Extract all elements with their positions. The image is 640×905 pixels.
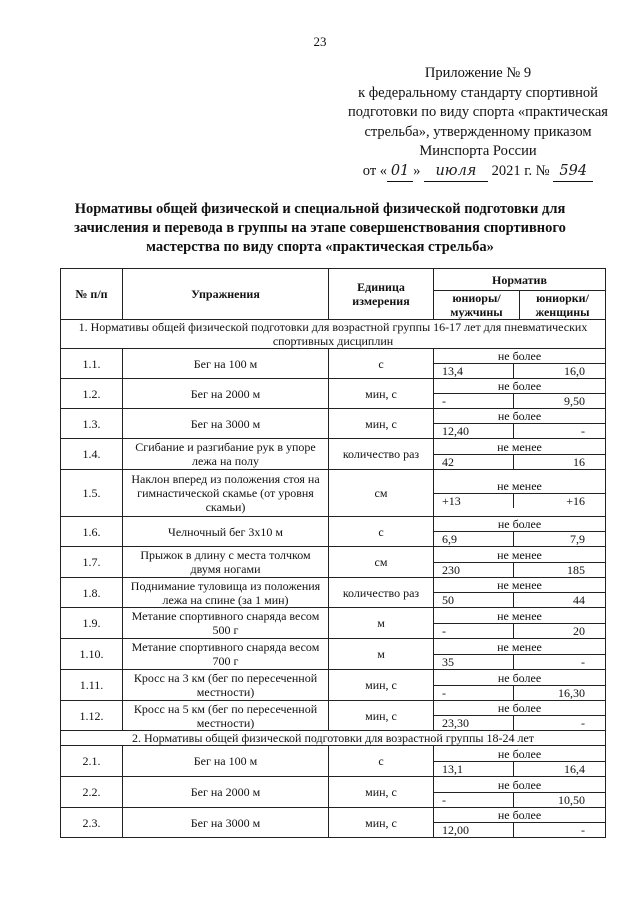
norm-values (434, 493, 605, 508)
female-value: 16 (573, 454, 585, 469)
male-value: - (434, 624, 514, 638)
norm-condition: не более (497, 746, 542, 761)
date-month-handwritten: июля (424, 162, 488, 183)
document-title: Нормативы общей физической и специальной физической подготовки для зачисления и перевода в группы на этапе совершенствования спортивного мастерства по виду спорта «практическая стрельба» (74, 201, 566, 255)
exercise-name: Бег на 3000 м (123, 409, 329, 439)
male-value: 13,4 (434, 364, 514, 378)
female-value: 16,4 (564, 761, 585, 776)
norm-values (434, 423, 605, 438)
date-year: 2021 г. № (491, 162, 550, 179)
norm-cell (434, 349, 606, 379)
male-value: 23,30 (434, 716, 514, 730)
norm-cell (434, 547, 606, 578)
row-number: 1.10. (61, 639, 123, 670)
female-value: 16,30 (558, 685, 585, 700)
exercise-name: Бег на 3000 м (123, 808, 329, 838)
order-date-line (318, 162, 638, 183)
exercise-name: Челночный бег 3х10 м (123, 517, 329, 547)
male-value: - (434, 793, 514, 807)
norm-values (434, 562, 605, 577)
section-row (61, 320, 606, 349)
exercise-name: Наклон вперед из положения стоя на гимнастической скамье (от уровня скамьи) (123, 470, 329, 517)
table-row (61, 746, 606, 777)
norm-cell (434, 808, 606, 838)
order-number-handwritten: 594 (553, 162, 593, 183)
table-row (61, 608, 606, 639)
date-mid: » (413, 162, 421, 179)
norm-cell (434, 777, 606, 808)
norm-values (434, 685, 605, 700)
norm-values (434, 822, 605, 837)
appendix-line: к федеральному стандарту спортивной (358, 84, 598, 101)
norm-cell (434, 379, 606, 409)
norm-cell (434, 439, 606, 470)
table-body (61, 320, 606, 838)
row-number: 1.7. (61, 547, 123, 578)
male-value: 35 (434, 655, 514, 669)
norm-cell (434, 409, 606, 439)
norm-cell (434, 670, 606, 701)
norm-cell (434, 517, 606, 547)
norm-cell (434, 639, 606, 670)
male-value: 13,1 (434, 762, 514, 776)
header-male: юниоры/ мужчины (434, 291, 520, 320)
male-value: 50 (434, 593, 514, 607)
norm-condition: не более (497, 409, 542, 423)
table-row (61, 578, 606, 608)
norm-condition: не менее (497, 478, 542, 493)
exercise-name: Метание спортивного снаряда весом 700 г (123, 639, 329, 670)
norm-condition: не более (497, 808, 542, 822)
date-prefix: от « (362, 162, 388, 179)
norm-condition: не менее (497, 547, 542, 562)
table-row (61, 379, 606, 409)
norm-condition: не более (497, 670, 542, 685)
row-number: 1.12. (61, 701, 123, 731)
row-number: 1.9. (61, 608, 123, 639)
table-row (61, 547, 606, 578)
female-value: - (581, 424, 585, 438)
male-value: 6,9 (434, 532, 514, 546)
unit-of-measure: с (329, 517, 434, 547)
unit-of-measure: с (329, 349, 434, 379)
row-number: 1.5. (61, 470, 123, 517)
norm-cell (434, 701, 606, 731)
norm-values (434, 363, 605, 378)
norms-table (60, 268, 606, 838)
norm-condition: не более (497, 349, 542, 363)
female-value: 10,50 (558, 792, 585, 807)
female-value: 9,50 (564, 394, 585, 408)
unit-of-measure: с (329, 746, 434, 777)
female-value: 7,9 (570, 532, 585, 546)
row-number: 1.2. (61, 379, 123, 409)
male-value: 12,00 (434, 823, 514, 837)
norm-condition: не более (497, 379, 542, 393)
exercise-name: Кросс на 3 км (бег по пересеченной местности) (123, 670, 329, 701)
female-value: - (581, 716, 585, 730)
appendix-block (318, 64, 638, 182)
norm-values (434, 592, 605, 607)
norm-values (434, 531, 605, 546)
norm-values (434, 454, 605, 469)
norm-condition: не более (497, 777, 542, 792)
row-number: 1.11. (61, 670, 123, 701)
norm-cell (434, 578, 606, 608)
norm-condition: не более (497, 517, 542, 531)
exercise-name: Метание спортивного снаряда весом 500 г (123, 608, 329, 639)
female-value: 16,0 (564, 364, 585, 378)
female-value: - (581, 654, 585, 669)
unit-of-measure: м (329, 608, 434, 639)
section-title: 2. Нормативы общей физической подготовки для возрастной группы 18-24 лет (61, 731, 606, 746)
male-value: 230 (434, 563, 514, 577)
table-row (61, 470, 606, 517)
unit-of-measure: м (329, 639, 434, 670)
row-number: 2.3. (61, 808, 123, 838)
male-value: - (434, 394, 514, 408)
norm-values (434, 715, 605, 730)
norm-condition: не менее (497, 639, 542, 654)
unit-of-measure: мин, с (329, 701, 434, 731)
row-number: 1.6. (61, 517, 123, 547)
appendix-line: Приложение № 9 (424, 65, 532, 81)
norm-condition: не менее (497, 578, 542, 592)
female-value: 20 (573, 623, 585, 638)
row-number: 2.2. (61, 777, 123, 808)
exercise-name: Бег на 2000 м (123, 777, 329, 808)
norm-values (434, 393, 605, 408)
male-value: +13 (434, 494, 514, 508)
section-title: 1. Нормативы общей физической подготовки для возрастной группы 16-17 лет для пневматических спортивных дисциплин (61, 320, 606, 349)
table-row (61, 701, 606, 731)
norm-condition: не менее (497, 608, 542, 623)
row-number: 2.1. (61, 746, 123, 777)
table-row (61, 409, 606, 439)
norm-values (434, 623, 605, 638)
norm-values (434, 792, 605, 807)
header-unit: Единица измерения (329, 269, 434, 320)
exercise-name: Поднимание туловища из положения лежа на спине (за 1 мин) (123, 578, 329, 608)
norm-values (434, 761, 605, 776)
unit-of-measure: см (329, 470, 434, 517)
exercise-name: Кросс на 5 км (бег по пересеченной местности) (123, 701, 329, 731)
exercise-name: Сгибание и разгибание рук в упоре лежа на полу (123, 439, 329, 470)
norm-condition: не менее (497, 439, 542, 454)
unit-of-measure: мин, с (329, 670, 434, 701)
table-row (61, 517, 606, 547)
exercise-name: Бег на 100 м (123, 349, 329, 379)
appendix-line: Минспорта России (419, 143, 537, 159)
male-value: 42 (434, 455, 514, 469)
norm-condition: не более (497, 701, 542, 715)
row-number: 1.8. (61, 578, 123, 608)
female-value: 185 (567, 562, 585, 577)
unit-of-measure: мин, с (329, 379, 434, 409)
female-value: - (581, 823, 585, 837)
unit-of-measure: мин, с (329, 808, 434, 838)
unit-of-measure: мин, с (329, 777, 434, 808)
unit-of-measure: количество раз (329, 439, 434, 470)
female-value: +16 (566, 493, 585, 508)
norm-cell (434, 470, 606, 517)
table-row (61, 808, 606, 838)
table-row (61, 349, 606, 379)
header-num: № п/п (61, 269, 123, 320)
header-exercise: Упражнения (123, 269, 329, 320)
norm-cell (434, 746, 606, 777)
date-day-handwritten: 01 (387, 162, 413, 183)
row-number: 1.3. (61, 409, 123, 439)
appendix-line: стрельба», утвержденному приказом (364, 123, 592, 140)
exercise-name: Бег на 100 м (123, 746, 329, 777)
header-norm: Норматив (434, 269, 606, 291)
exercise-name: Прыжок в длину с места толчком двумя ногами (123, 547, 329, 578)
appendix-line: подготовки по виду спорта «практическая (348, 104, 608, 120)
page-number: 23 (313, 34, 327, 49)
female-value: 44 (573, 593, 585, 607)
table-row (61, 439, 606, 470)
unit-of-measure: мин, с (329, 409, 434, 439)
header-female: юниорки/ женщины (520, 291, 606, 320)
unit-of-measure: количество раз (329, 578, 434, 608)
norm-values (434, 654, 605, 669)
male-value: - (434, 686, 514, 700)
exercise-name: Бег на 2000 м (123, 379, 329, 409)
table-row (61, 670, 606, 701)
row-number: 1.4. (61, 439, 123, 470)
norm-cell (434, 608, 606, 639)
male-value: 12,40 (434, 424, 514, 438)
row-number: 1.1. (61, 349, 123, 379)
table-row (61, 777, 606, 808)
table-row (61, 639, 606, 670)
section-row (61, 731, 606, 746)
unit-of-measure: см (329, 547, 434, 578)
